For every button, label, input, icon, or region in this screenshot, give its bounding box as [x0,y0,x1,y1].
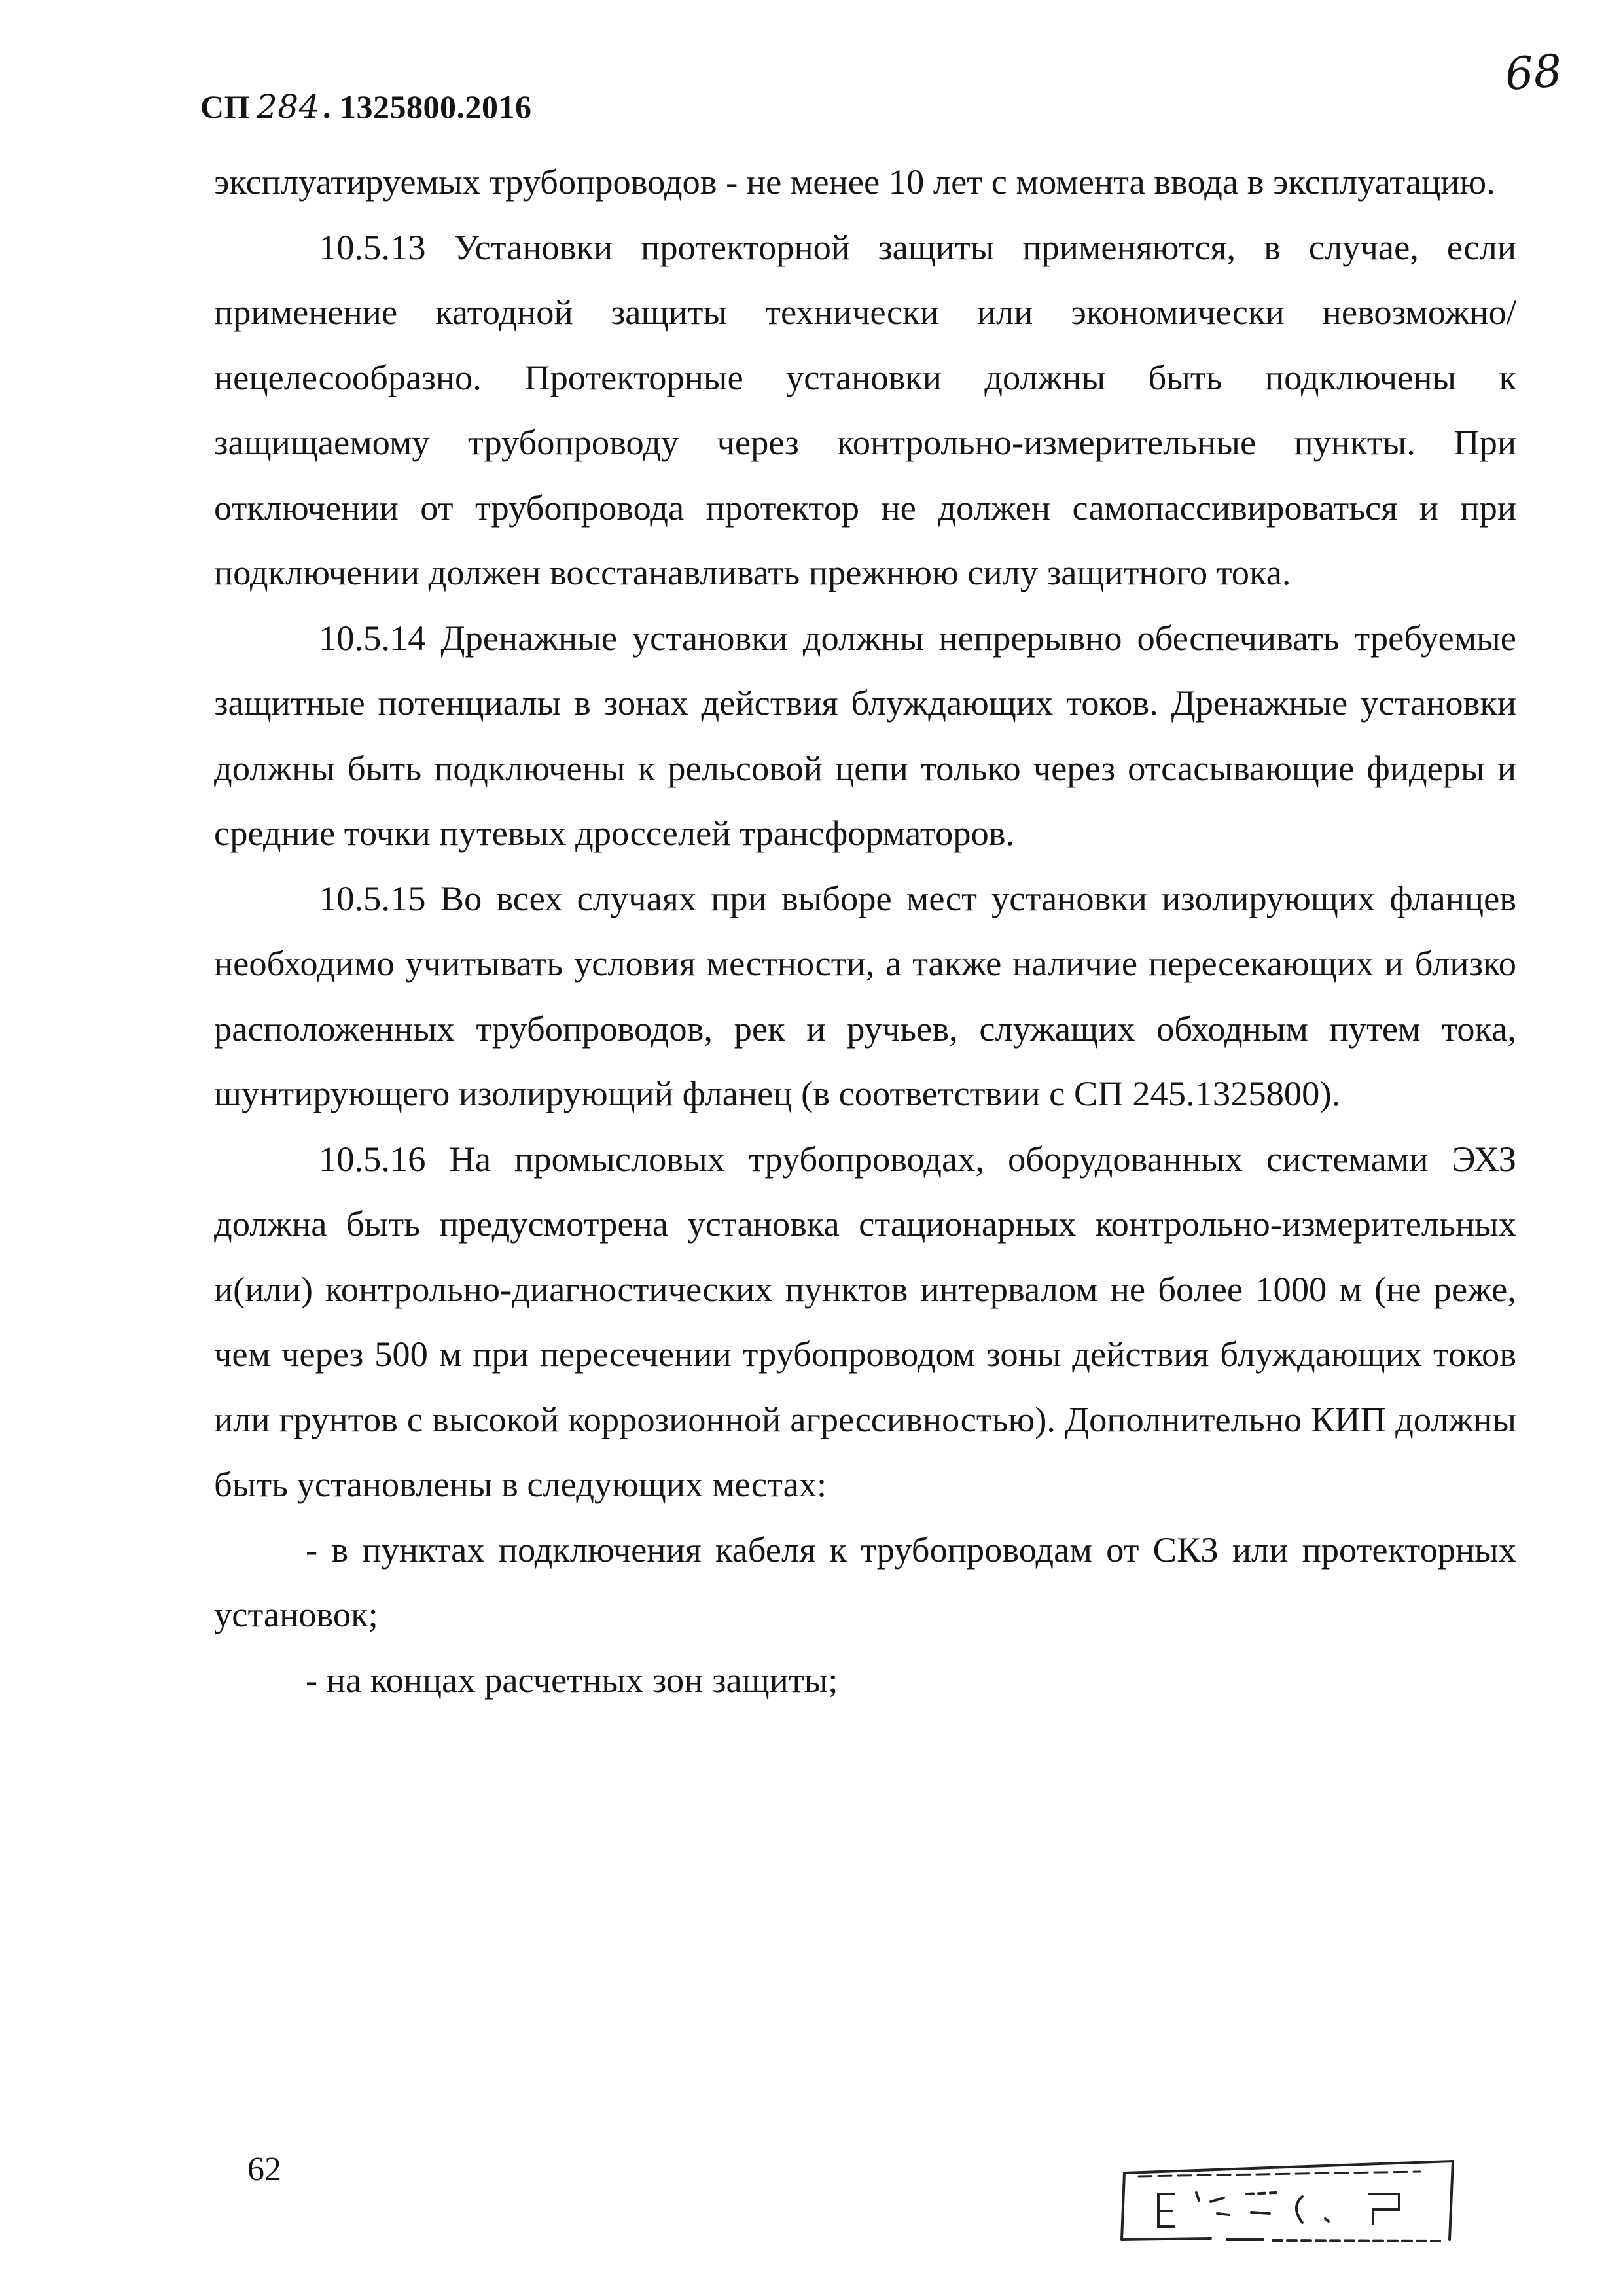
paragraph-10-5-14: 10.5.14 Дренажные установки должны непрерывно обеспечивать требуемые защитные потенциалы в зонах действия блуждающих токов. Дренажные установки должны быть подключены к рельсовой цепи только через отсасывающие фидеры и средние точки путевых дросселей трансформаторов. [214,617,1516,853]
document-header [200,88,531,126]
paragraph-continuation: эксплуатируемых трубопроводов - не менее 10 лет с момента ввода в эксплуатацию. [214,162,1495,202]
stamp-box [1113,2153,1466,2251]
list-item-zone-ends: - на концах расчетных зон защиты; [306,1659,838,1700]
paragraph-10-5-13: 10.5.13 Установки протекторной защиты применяются, в случае, если применение катодной защиты технически или экономически невозможно/нецелесообразно. Протекторные установки должны быть подключены к защищаемому трубопроводу через контрольно-измерительные пункты. При отключении от трубопровода протектор не должен самопассивироваться и при подключении должен восстанавливать прежнюю силу защитного тока. [214,226,1516,592]
paragraph-10-5-16: 10.5.16 На промысловых трубопроводах, оборудованных системами ЭХЗ должна быть предусмотрена установка стационарных контрольно-измерительных и(или) контрольно-диагностических пунктов интервалом не более 1000 м (не реже, чем через 500 м при пересечении трубопроводом зоны действия блуждающих токов или грунтов с высокой коррозионной агрессивностью). Дополнительно КИП должны быть установлены в следующих местах: [214,1138,1516,1504]
document-body [214,149,1516,1712]
handwritten-standard-number: 284 [257,88,320,126]
paragraph-10-5-15: 10.5.15 Во всех случаях при выборе мест установки изолирующих фланцев необходимо учитывать условия местности, а также наличие пересекающих и близко расположенных трубопроводов, рек и ручьев, служащих обходным путем тока, шунтирующего изолирующий фланец (в соответствии с СП 245.1325800). [214,878,1516,1113]
handwritten-sheet-number: 68 [1503,45,1564,101]
standard-code: . 1325800.2016 [322,88,532,125]
list-item-cable-connection: - в пунктах подключения кабеля к трубопроводам от СКЗ или протекторных установок; [214,1529,1516,1634]
standard-prefix: СП [200,88,250,125]
page-number: 62 [247,2151,281,2188]
